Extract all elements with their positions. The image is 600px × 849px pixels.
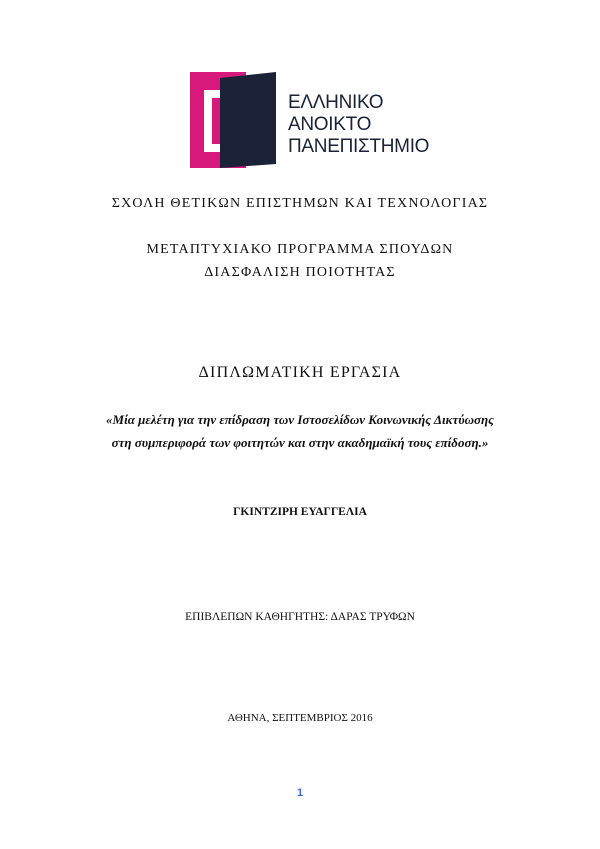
book-emblem-icon <box>190 72 280 168</box>
specialization-name: ΔΙΑΣΦΑΛΙΣΗ ΠΟΙΟΤΗΤΑΣ <box>204 265 396 280</box>
author-name: ΓΚΙΝΤΖΙΡΗ ΕΥΑΓΓΕΛΙΑ <box>233 506 367 518</box>
school-name: ΣΧΟΛΗ ΘΕΤΙΚΩΝ ΕΠΙΣΤΗΜΩΝ ΚΑΙ ΤΕΧΝΟΛΟΓΙΑΣ <box>111 196 489 211</box>
university-name-line-1: ΕΛΛΗΝΙΚΟ <box>288 92 384 113</box>
university-name-line-2: ΑΝΟΙΚΤΟ <box>288 114 372 135</box>
page-number: 1 <box>296 787 304 799</box>
program-name: ΜΕΤΑΠΤΥΧΙΑΚΟ ΠΡΟΓΡΑΜΜΑ ΣΠΟΥΔΩΝ <box>146 242 454 257</box>
document-type-heading: ΔΙΠΛΩΜΑΤΙΚΗ ΕΡΓΑΣΙΑ <box>198 364 402 381</box>
university-name <box>288 92 429 158</box>
place-and-date: ΑΘΗΝΑ, ΣΕΠΤΕΜΒΡΙΟΣ 2016 <box>227 712 373 724</box>
university-logo <box>190 72 450 168</box>
supervisor-line: ΕΠΙΒΛΕΠΩΝ ΚΑΘΗΓΗΤΗΣ: ΔΑΡΑΣ ΤΡΥΦΩΝ <box>185 611 415 623</box>
university-name-line-3: ΠΑΝΕΠΙΣΤΗΜΙΟ <box>288 136 430 157</box>
thesis-title: «Μία μελέτη για την επίδραση των Ιστοσελίδων Κοινωνικής Δικτύωσης στη συμπεριφορά των φοιτητών και στην ακαδημαϊκή τους επίδοση.» <box>106 412 494 450</box>
